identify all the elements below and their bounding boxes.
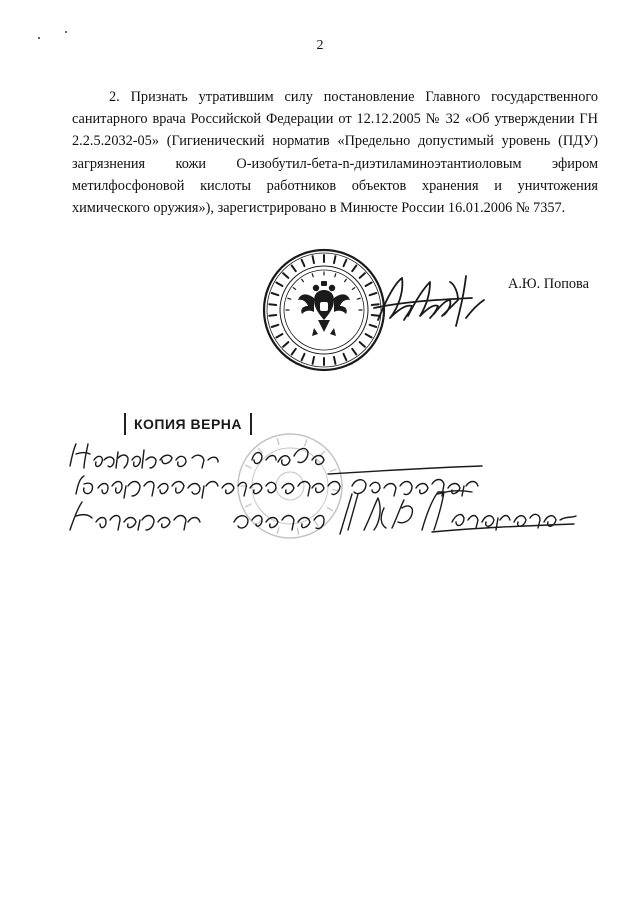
scan-speck	[65, 31, 67, 33]
handwritten-certification-note	[62, 438, 582, 536]
signer-name: А.Ю. Попова	[508, 276, 589, 292]
body-paragraph: 2. Признать утратившим силу постановление Главного государственного санитарного врача Российской Федерации от 12.12.2005 № 32 «Об утверждении ГН 2.2.5.2032-05» (Гигиенический норматив «Предельно допустимый уровень (ПДУ) загрязнения кожи О-изобутил-бета-n-диэтиламиноэтантиоловым эфиром метилфосфоновой кислоты работников объектов хранения и уничтожения химического оружия»), зарегистрировано в Минюсте России 16.01.2006 № 7357.	[72, 89, 598, 217]
page-number: 2	[316, 38, 324, 53]
official-seal	[262, 248, 386, 372]
copy-certified-stamp: КОПИЯ ВЕРНА	[124, 413, 252, 435]
signature	[372, 270, 490, 332]
